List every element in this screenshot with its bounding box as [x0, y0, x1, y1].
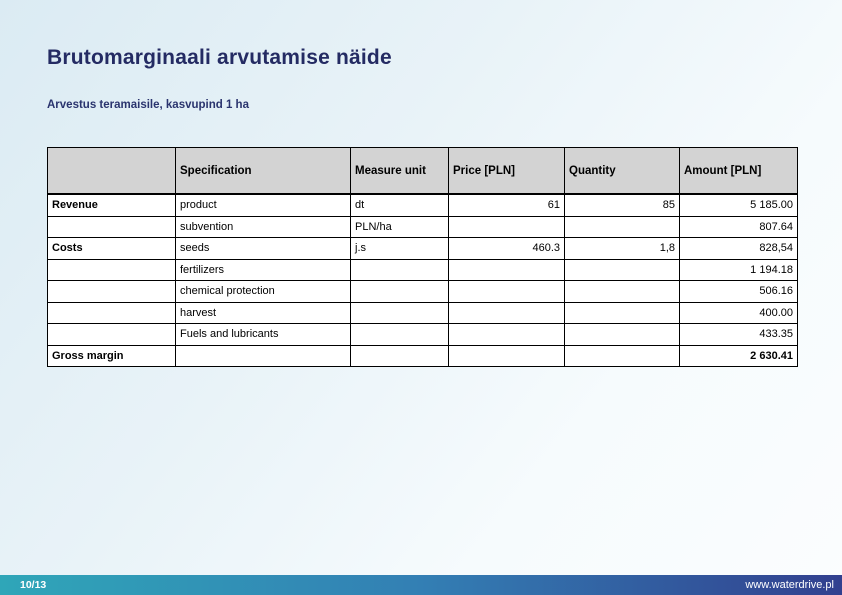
table-row: [48, 238, 798, 260]
price-cell: [449, 281, 565, 303]
row-label-cell: Costs: [48, 238, 176, 260]
quantity-cell: [565, 281, 680, 303]
amount-cell: 5 185.00: [680, 194, 798, 216]
footer-bar: [0, 575, 842, 595]
amount-cell: 2 630.41: [680, 345, 798, 367]
amount-cell: 506.16: [680, 281, 798, 303]
amount-cell: 1 194.18: [680, 259, 798, 281]
price-cell: [449, 216, 565, 238]
price-cell: [449, 324, 565, 346]
specification-cell: chemical protection: [176, 281, 351, 303]
quantity-cell: [565, 324, 680, 346]
amount-cell: 400.00: [680, 302, 798, 324]
row-label-cell: [48, 216, 176, 238]
specification-cell: Fuels and lubricants: [176, 324, 351, 346]
header-amount: Amount [PLN]: [680, 148, 798, 195]
unit-cell: [351, 281, 449, 303]
price-cell: 61: [449, 194, 565, 216]
header-measure-unit: Measure unit: [351, 148, 449, 195]
unit-cell: [351, 345, 449, 367]
unit-cell: [351, 302, 449, 324]
row-label-cell: [48, 324, 176, 346]
quantity-cell: [565, 302, 680, 324]
table-row: [48, 194, 798, 216]
table-row: [48, 281, 798, 303]
unit-cell: [351, 324, 449, 346]
quantity-cell: [565, 345, 680, 367]
specification-cell: product: [176, 194, 351, 216]
specification-cell: [176, 345, 351, 367]
specification-cell: fertilizers: [176, 259, 351, 281]
amount-cell: 807.64: [680, 216, 798, 238]
price-cell: [449, 302, 565, 324]
page-number: 10/13: [20, 579, 47, 591]
website-link[interactable]: www.waterdrive.pl: [745, 579, 834, 591]
table-row: [48, 302, 798, 324]
amount-cell: 433.35: [680, 324, 798, 346]
table-header-row: [48, 148, 798, 195]
row-label-cell: Revenue: [48, 194, 176, 216]
price-cell: 460.3: [449, 238, 565, 260]
unit-cell: dt: [351, 194, 449, 216]
row-label-cell: [48, 259, 176, 281]
gross-margin-table: [47, 147, 798, 367]
price-cell: [449, 259, 565, 281]
quantity-cell: 1,8: [565, 238, 680, 260]
amount-cell: 828,54: [680, 238, 798, 260]
price-cell: [449, 345, 565, 367]
header-price: Price [PLN]: [449, 148, 565, 195]
row-label-cell: [48, 302, 176, 324]
specification-cell: subvention: [176, 216, 351, 238]
unit-cell: PLN/ha: [351, 216, 449, 238]
table-row: [48, 324, 798, 346]
quantity-cell: [565, 259, 680, 281]
unit-cell: [351, 259, 449, 281]
specification-cell: seeds: [176, 238, 351, 260]
row-label-cell: [48, 281, 176, 303]
quantity-cell: 85: [565, 194, 680, 216]
header-empty: [48, 148, 176, 195]
row-label-cell: Gross margin: [48, 345, 176, 367]
page-title: Brutomarginaali arvutamise näide: [47, 46, 392, 69]
table-row: [48, 216, 798, 238]
unit-cell: j.s: [351, 238, 449, 260]
specification-cell: harvest: [176, 302, 351, 324]
table-row-gross-margin: [48, 345, 798, 367]
table-row: [48, 259, 798, 281]
header-specification: Specification: [176, 148, 351, 195]
header-quantity: Quantity: [565, 148, 680, 195]
page-subtitle: Arvestus teramaisile, kasvupind 1 ha: [47, 99, 249, 111]
quantity-cell: [565, 216, 680, 238]
